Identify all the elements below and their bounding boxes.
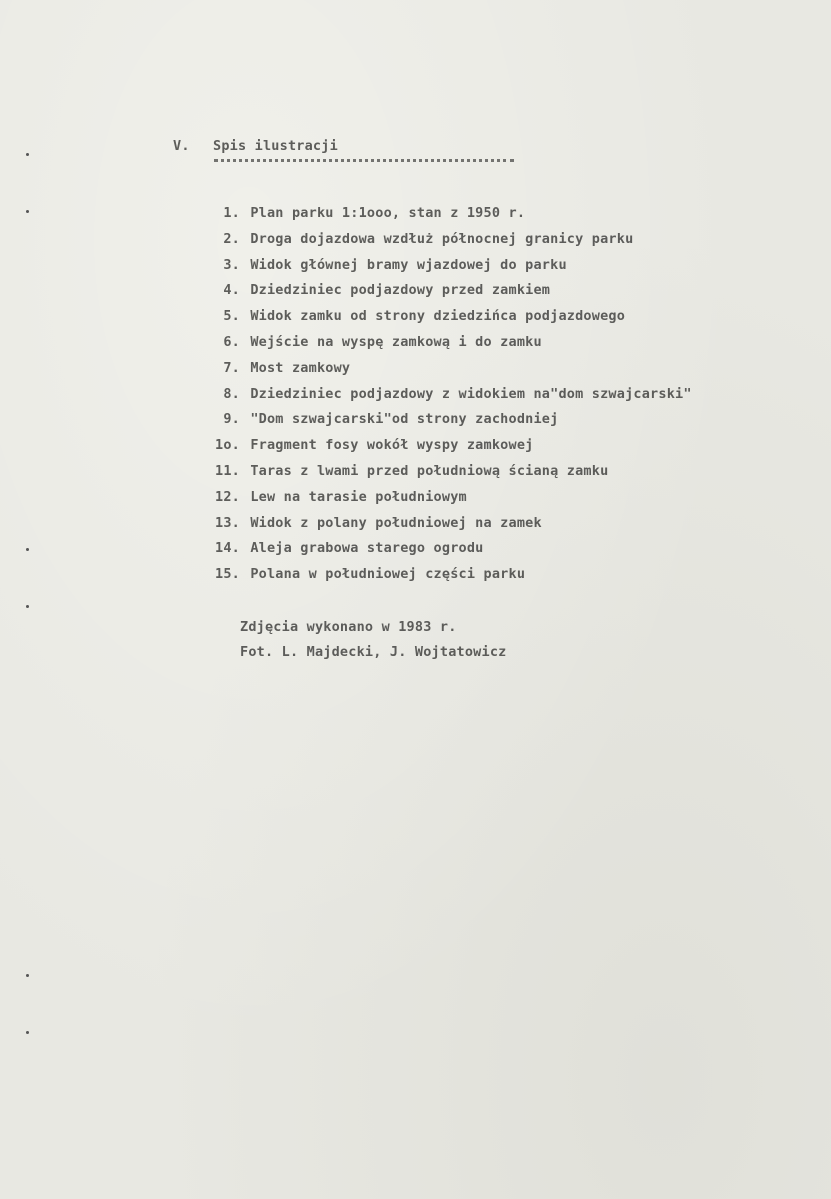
item-number: 14. [215, 540, 240, 557]
item-number: 8. [223, 385, 240, 402]
margin-speck [26, 153, 29, 156]
item-number: 1. [223, 205, 240, 221]
photos-date-note: Zdjęcia wykonano w 1983 r. [240, 619, 457, 635]
photo-credits [240, 617, 507, 667]
section-numeral: V. [173, 138, 190, 154]
list-item [210, 358, 692, 384]
item-number: 3. [223, 256, 240, 273]
item-text: Most zamkowy [250, 359, 351, 376]
item-text: Taras z lwami przed południową ścianą zamku [250, 462, 609, 479]
item-number: 13. [215, 514, 240, 531]
item-number: 5. [223, 308, 240, 325]
section-heading [173, 138, 338, 154]
list-item [210, 384, 692, 410]
list-item [210, 280, 692, 306]
item-number: 6. [223, 333, 240, 350]
margin-speck [26, 605, 29, 608]
margin-speck [26, 1031, 29, 1034]
item-number: 1o. [215, 437, 240, 454]
list-item [210, 487, 692, 513]
item-text: Plan parku 1:1ooo, stan z 1950 r. [250, 205, 526, 221]
item-number: 9. [223, 411, 240, 428]
list-item [210, 203, 692, 229]
list-item [210, 435, 692, 461]
list-item [210, 306, 692, 332]
list-item [210, 229, 692, 255]
item-text: Polana w południowej części parku [250, 566, 526, 583]
section-title: Spis ilustracji [213, 138, 338, 154]
list-item [210, 332, 692, 358]
item-number: 12. [215, 488, 240, 505]
item-text: Fragment fosy wokół wyspy zamkowej [250, 437, 534, 454]
item-text: Droga dojazdowa wzdłuż północnej granicy parku [250, 230, 634, 247]
item-text: Dziedziniec podjazdowy przed zamkiem [250, 282, 551, 299]
item-number: 15. [215, 566, 240, 583]
item-number: 7. [223, 359, 240, 376]
list-item [210, 538, 692, 564]
list-item [210, 461, 692, 487]
item-text: Lew na tarasie południowym [250, 488, 467, 505]
margin-speck [26, 210, 29, 213]
margin-speck [26, 548, 29, 551]
list-item [210, 255, 692, 281]
item-text: Widok głównej bramy wjazdowej do parku [250, 256, 567, 273]
margin-speck [26, 974, 29, 977]
item-number: 4. [223, 282, 240, 299]
item-number: 11. [215, 462, 240, 479]
item-text: Aleja grabowa starego ogrodu [250, 540, 484, 557]
photographers-note: Fot. L. Majdecki, J. Wojtatowicz [240, 644, 507, 660]
item-text: Widok z polany południowej na zamek [250, 514, 542, 531]
item-text: "Dom szwajcarski"od strony zachodniej [250, 411, 559, 428]
illustration-list [210, 203, 692, 590]
item-text: Dziedziniec podjazdowy z widokiem na"dom szwajcarski" [250, 385, 692, 402]
list-item [210, 409, 692, 435]
list-item [210, 564, 692, 590]
heading-underline [214, 159, 514, 162]
item-text: Wejście na wyspę zamkową i do zamku [250, 333, 542, 350]
item-text: Widok zamku od strony dziedzińca podjazdowego [250, 308, 626, 325]
item-number: 2. [223, 230, 240, 247]
list-item [210, 513, 692, 539]
